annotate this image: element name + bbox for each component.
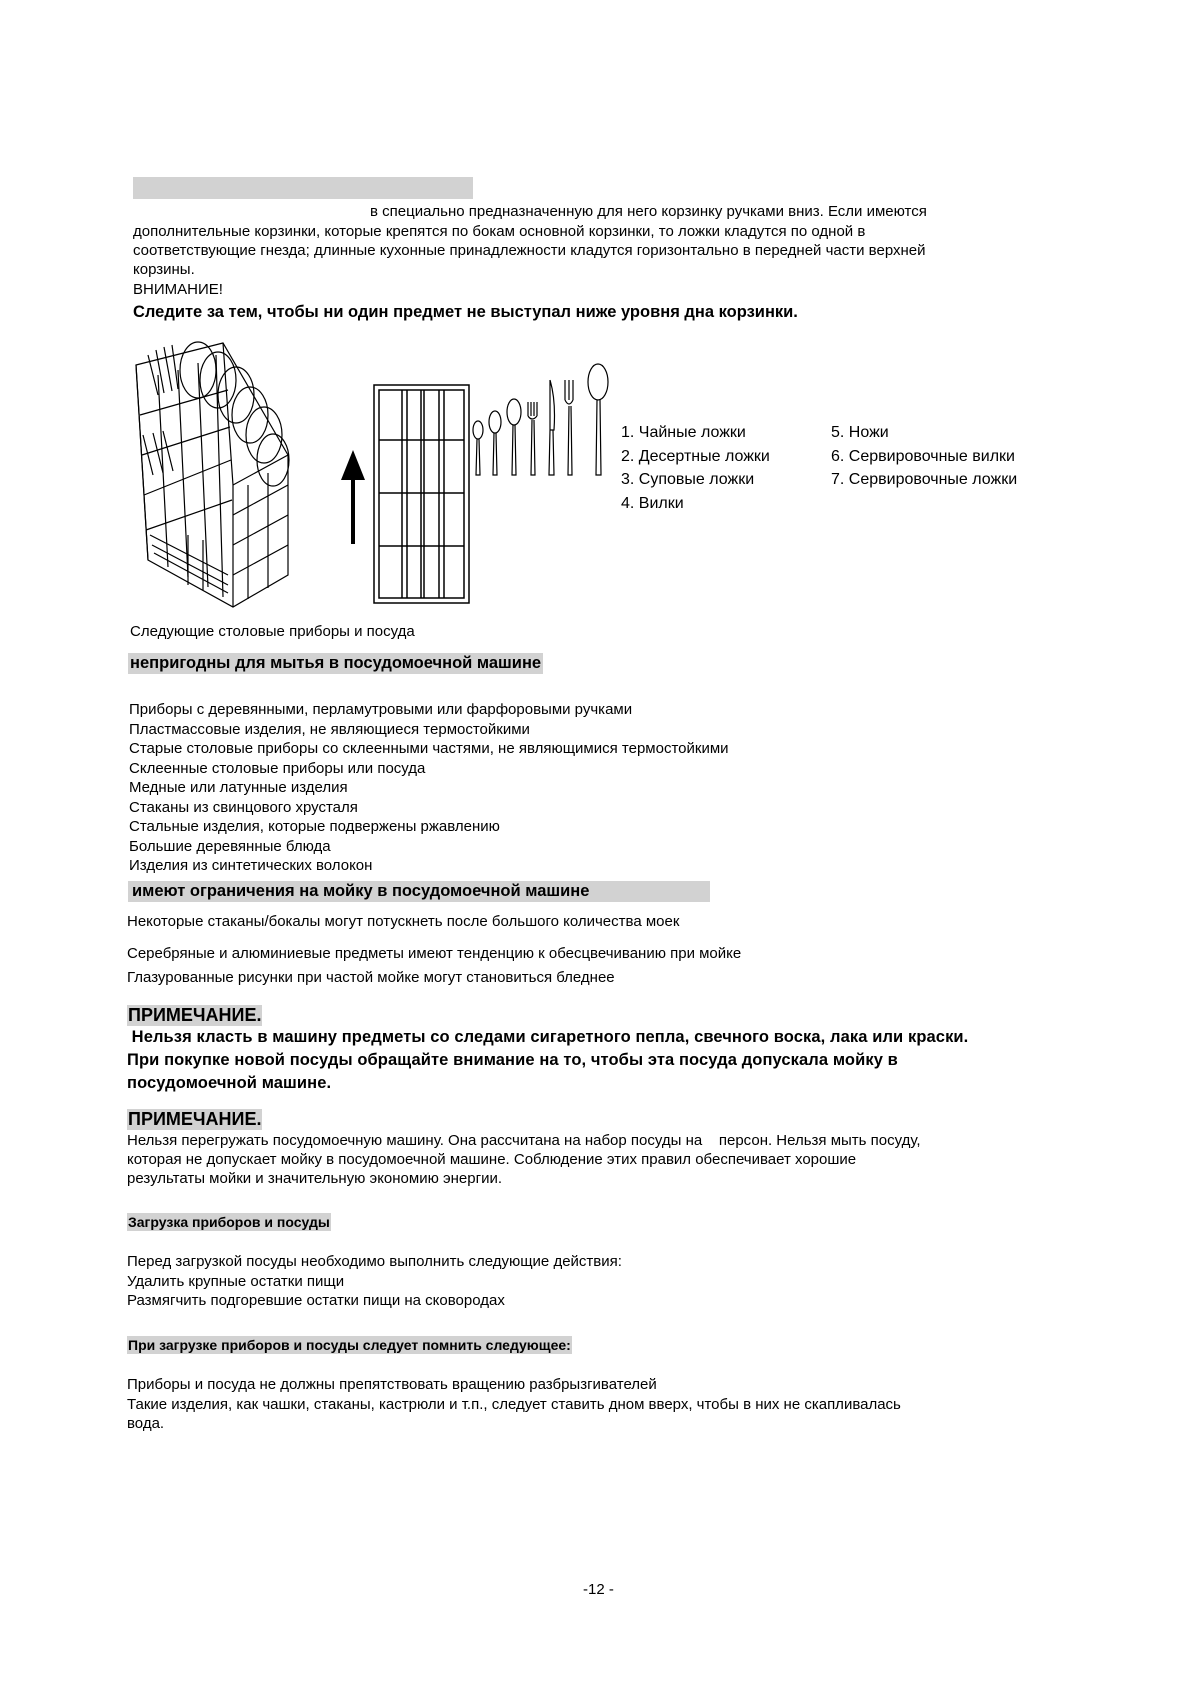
page-number: -12 - bbox=[583, 1581, 614, 1598]
list-item: Приборы и посуда не должны препятствовать вращению разбрызгивателей bbox=[127, 1376, 657, 1393]
limited-item: Некоторые стаканы/бокалы могут потускнеть после большого количества моек bbox=[127, 913, 680, 930]
intro-line-2: дополнительные корзинки, которые крепятся по бокам основной корзинки, то ложки кладутся по одной в bbox=[133, 223, 866, 240]
legend-item: 1. Чайные ложки bbox=[621, 424, 746, 441]
cutlery-basket-illustration bbox=[128, 335, 308, 610]
note-1-line: Нельзя класть в машину предметы со следами сигаретного пепла, свечного воска, лака или краски. bbox=[127, 1028, 969, 1046]
list-item: Стальные изделия, которые подвержены ржавлению bbox=[129, 818, 500, 835]
unsuitable-intro: Следующие столовые приборы и посуда bbox=[130, 623, 415, 640]
remember-heading: При загрузке приборов и посуды следует помнить следующее: bbox=[128, 1337, 571, 1353]
note-2-line: которая не допускает мойку в посудомоечной машине. Соблюдение этих правил обеспечивает хорошие bbox=[127, 1151, 857, 1168]
legend-item: 3. Суповые ложки bbox=[621, 471, 755, 488]
list-item: Размягчить подгоревшие остатки пищи на сковородах bbox=[127, 1292, 505, 1309]
up-arrow-icon bbox=[338, 450, 368, 545]
legend-item: 4. Вилки bbox=[621, 494, 684, 512]
warning-text: Следите за тем, чтобы ни один предмет не выступал ниже уровня дна корзинки. bbox=[133, 303, 798, 321]
list-item: Медные или латунные изделия bbox=[129, 779, 348, 796]
intro-line-1: в специально предназначенную для него корзинку ручками вниз. Если имеются bbox=[370, 203, 927, 220]
intro-line-4: корзины. bbox=[133, 261, 195, 278]
loading-heading: Загрузка приборов и посуды bbox=[128, 1214, 330, 1230]
list-item: Старые столовые приборы со склеенными частями, не являющимися термостойкими bbox=[129, 740, 729, 757]
limited-item: Серебряные и алюминиевые предметы имеют тенденцию к обесцвечиванию при мойке bbox=[127, 945, 742, 962]
note-2-heading: ПРИМЕЧАНИЕ. bbox=[128, 1109, 262, 1129]
list-item: Удалить крупные остатки пищи bbox=[127, 1272, 345, 1290]
unsuitable-heading: непригодны для мытья в посудомоечной машине bbox=[130, 654, 542, 672]
list-item: Склеенные столовые приборы или посуда bbox=[129, 759, 426, 777]
cutlery-items-illustration bbox=[470, 360, 620, 480]
cutlery-grid-insert bbox=[372, 383, 472, 607]
note-2-line: результаты мойки и значительную экономию энергии. bbox=[127, 1170, 503, 1187]
legend-item: 7. Сервировочные ложки bbox=[831, 471, 1018, 488]
note-1-line: посудомоечной машине. bbox=[127, 1074, 332, 1092]
limited-item: Глазурованные рисунки при частой мойке могут становиться бледнее bbox=[127, 969, 615, 986]
loading-list bbox=[127, 1252, 622, 1311]
legend-item: 2. Десертные ложки bbox=[621, 447, 770, 465]
list-item: Стаканы из свинцового хрусталя bbox=[129, 798, 358, 816]
cutlery-legend-col-1 bbox=[621, 421, 770, 515]
unsuitable-list bbox=[129, 700, 729, 876]
legend-item: 5. Ножи bbox=[831, 424, 889, 441]
attention-label: ВНИМАНИЕ! bbox=[133, 281, 223, 298]
list-item: вода. bbox=[127, 1415, 165, 1432]
list-item: Такие изделия, как чашки, стаканы, кастрюли и т.п., следует ставить дном вверх, чтобы в них не скапливалась bbox=[127, 1395, 901, 1413]
intro-line-3: соответствующие гнезда; длинные кухонные принадлежности кладутся горизонтально в передней части верхней bbox=[133, 242, 926, 259]
list-item: Большие деревянные блюда bbox=[129, 837, 331, 855]
limited-heading: имеют ограничения на мойку в посудомоечной машине bbox=[128, 881, 710, 902]
remember-list bbox=[127, 1375, 901, 1434]
note-2-line: Нельзя перегружать посудомоечную машину. Она рассчитана на набор посуды на персон. Нельзя мыть посуду, bbox=[127, 1132, 921, 1149]
list-item: Изделия из синтетических волокон bbox=[129, 857, 373, 874]
section-heading-bar bbox=[133, 177, 473, 199]
list-item: Перед загрузкой посуды необходимо выполнить следующие действия: bbox=[127, 1253, 622, 1270]
list-item: Пластмассовые изделия, не являющиеся термостойкими bbox=[129, 720, 530, 738]
list-item: Приборы с деревянными, перламутровыми или фарфоровыми ручками bbox=[129, 701, 633, 718]
cutlery-legend-col-2 bbox=[831, 421, 1017, 492]
note-1-line: При покупке новой посуды обращайте внимание на то, чтобы эта посуда допускала мойку в bbox=[127, 1051, 898, 1069]
legend-item: 6. Сервировочные вилки bbox=[831, 447, 1015, 465]
note-1-heading: ПРИМЕЧАНИЕ. bbox=[128, 1005, 262, 1025]
